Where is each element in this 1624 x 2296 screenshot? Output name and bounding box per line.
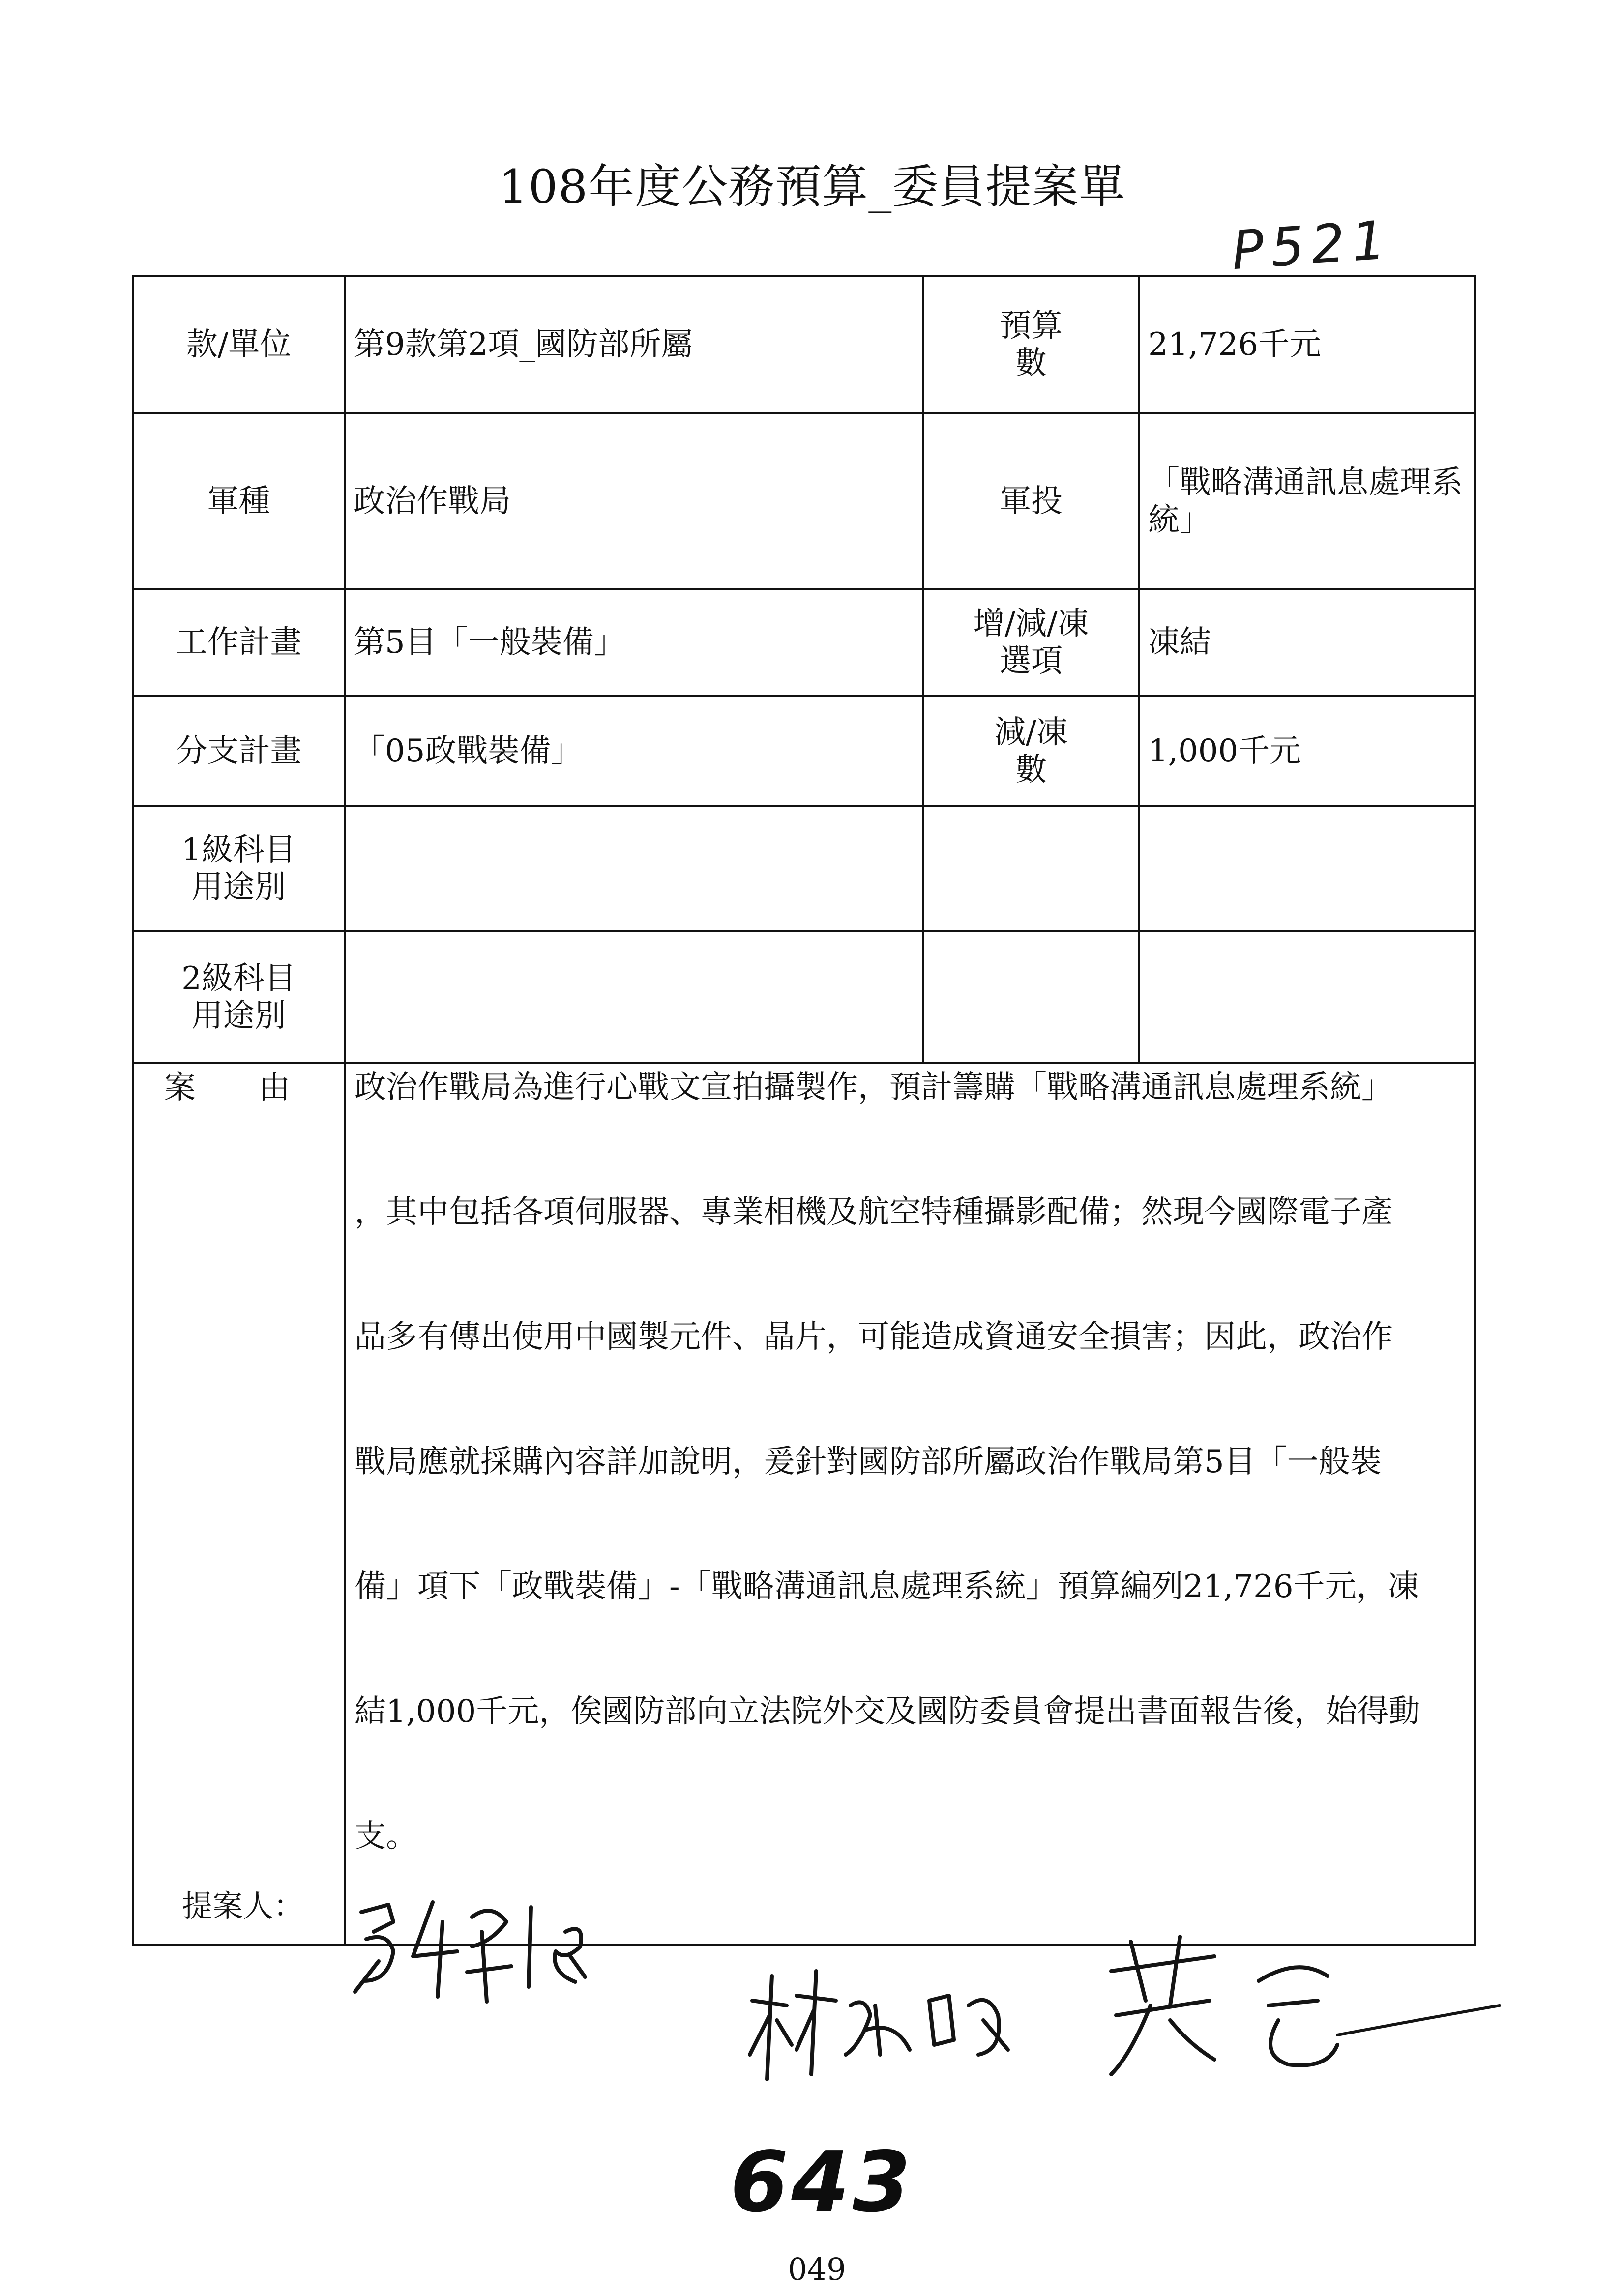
military-investment-label: 軍投 [923, 413, 1139, 589]
signature-1 [355, 1902, 585, 2002]
form-row-branch [133, 413, 1475, 589]
reason-line: 支。 [354, 1818, 417, 1855]
level1-item-extra-value [1139, 806, 1475, 931]
budget-value: 21,726千元 [1139, 276, 1475, 413]
proposer-label: 提案人： [182, 1888, 304, 1924]
unit-label: 款/單位 [133, 276, 345, 413]
work-plan-label: 工作計畫 [133, 589, 345, 696]
page-number: 049 [788, 2251, 846, 2287]
level1-item-value [345, 806, 923, 931]
signature-3 [1111, 1937, 1500, 2074]
reason-line: 政治作戰局為進行心戰文宣拍攝製作，預計籌購「戰略溝通訊息處理系統」 [354, 1069, 1393, 1105]
reason-line: 品多有傳出使用中國製元件、晶片，可能造成資通安全損害；因此，政治作 [354, 1319, 1393, 1355]
level2-item-extra-value [1139, 931, 1475, 1063]
action-option-label: 增/減/凍 選項 [923, 589, 1139, 696]
sub-plan-value: 「05政戰裝備」 [345, 696, 923, 806]
reduce-freeze-amount-label: 減/凍 數 [923, 696, 1139, 806]
level2-item-label: 2級科目 用途別 [133, 931, 345, 1063]
level1-item-extra-label [923, 806, 1139, 931]
reason-label: 案 由 [133, 1063, 345, 1945]
sub-plan-label: 分支計畫 [133, 696, 345, 806]
military-investment-value: 「戰略溝通訊息處理系統」 [1139, 413, 1475, 589]
signature-2 [750, 1971, 1008, 2079]
work-plan-value: 第5目「一般裝備」 [345, 589, 923, 696]
branch-label: 軍種 [133, 413, 345, 589]
form-row-sub-plan [133, 696, 1475, 806]
reason-line: 結1,000千元，俟國防部向立法院外交及國防委員會提出書面報告後，始得動 [354, 1693, 1420, 1730]
action-option-value: 凍結 [1139, 589, 1475, 696]
reason-line: 備」項下「政戰裝備」-「戰略溝通訊息處理系統」預算編列21,726千元，凍 [354, 1569, 1419, 1605]
level2-item-extra-label [923, 931, 1139, 1063]
branch-value: 政治作戰局 [345, 413, 923, 589]
reduce-freeze-amount-value: 1,000千元 [1139, 696, 1475, 806]
level1-item-label: 1級科目 用途別 [133, 806, 345, 931]
form-row-level1-item [133, 806, 1475, 931]
handwritten-annotation: P521 [1230, 209, 1395, 282]
handwritten-page-number: 643 [730, 2134, 914, 2231]
form-row-level2-item [133, 931, 1475, 1063]
reason-line: 戰局應就採購內容詳加說明，爰針對國防部所屬政治作戰局第5目「一般裝 [354, 1444, 1382, 1480]
proposer-signatures [0, 1858, 1624, 2133]
reason-text [345, 1063, 1475, 1945]
budget-label: 預算 數 [923, 276, 1139, 413]
form-row-work-plan [133, 589, 1475, 696]
form-row-reason [133, 1063, 1475, 1945]
reason-line: ，其中包括各項伺服器、專業相機及航空特種攝影配備；然現今國際電子產 [354, 1194, 1393, 1230]
document-title: 108年度公務預算_委員提案單 [498, 160, 1126, 214]
level2-item-value [345, 931, 923, 1063]
form-row-unit [133, 276, 1475, 413]
unit-value: 第9款第2項_國防部所屬 [345, 276, 923, 413]
proposal-form-table [132, 275, 1476, 1946]
